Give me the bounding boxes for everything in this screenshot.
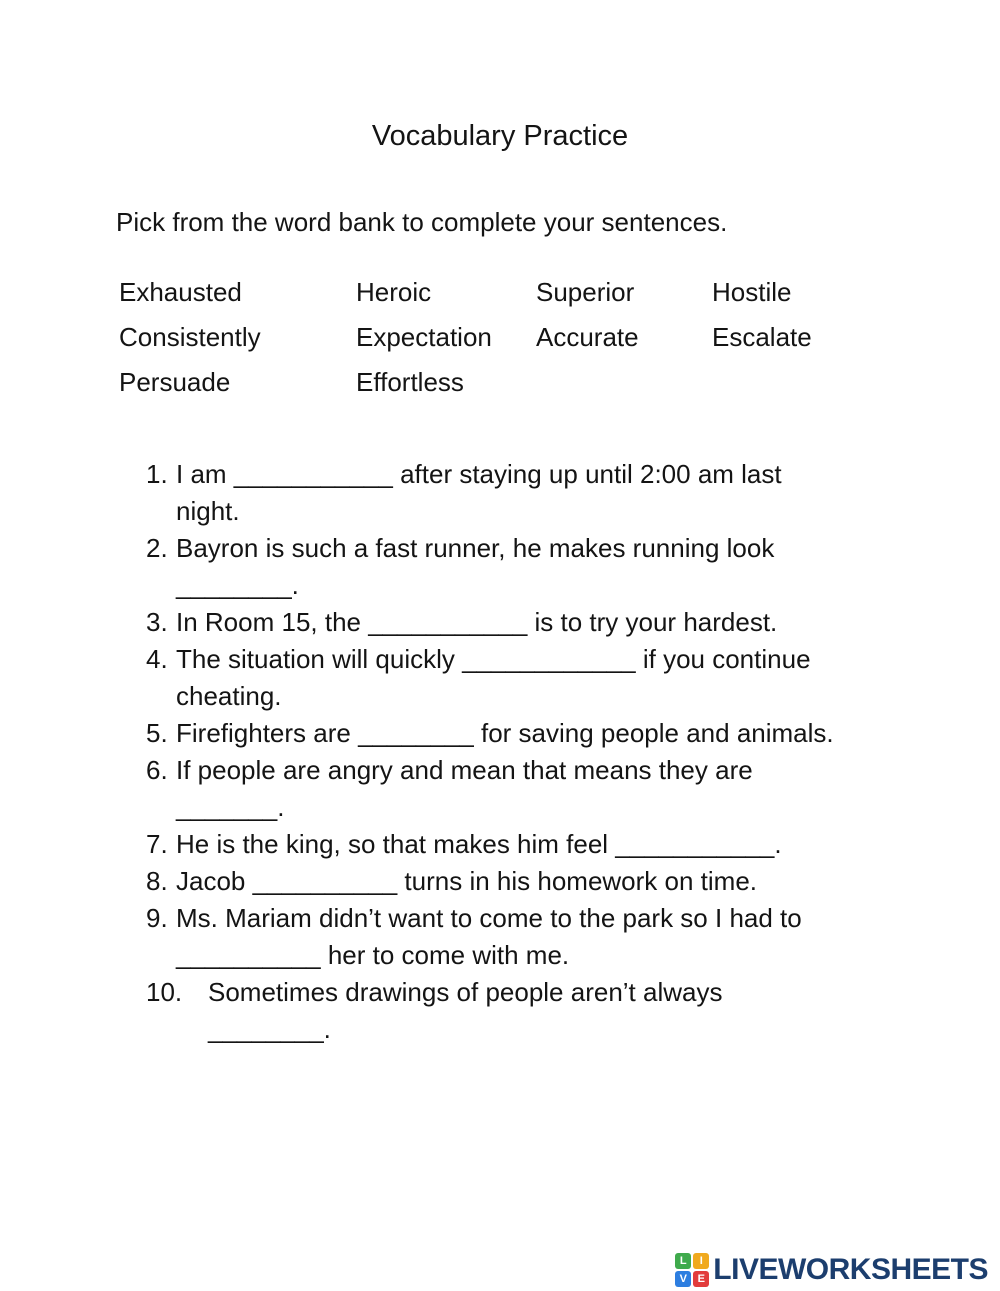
question-line: The situation will quickly ____________ if you continue [176,644,811,674]
liveworksheets-logo[interactable] [675,1252,988,1288]
word-bank-empty-cell [536,360,712,405]
question-row [146,974,834,1048]
question-number: 2. [146,533,168,563]
question-row [146,530,834,604]
question-line: I am ___________ after staying up until 2:00 am last [176,459,782,489]
question-number: 10. [146,977,183,1007]
question-line: Sometimes drawings of people aren’t always [208,977,723,1007]
question-number: 1. [146,459,168,489]
liveworksheets-logo-text: LIVEWORKSHEETS [713,1253,988,1286]
word-bank-item: Exhausted [119,277,242,307]
instructions-text: Pick from the word bank to complete your sentences. [116,207,728,237]
word-bank-item: Superior [536,277,635,307]
question-list [146,456,834,1048]
question-line: If people are angry and mean that means they are [176,755,753,785]
question-number: 6. [146,755,168,785]
question-line: _______. [176,792,285,822]
question-text [176,752,834,826]
question-line: night. [176,496,240,526]
question-text [176,604,834,641]
question-row [146,641,834,715]
question-line: Firefighters are ________ for saving people and animals. [176,718,834,748]
question-row [146,900,834,974]
question-line: Ms. Mariam didn’t want to come to the park so I had to [176,903,802,933]
question-number: 4. [146,644,168,674]
question-text [176,863,834,900]
question-row [146,456,834,530]
question-line: ________. [176,570,299,600]
word-bank [119,270,812,405]
question-line: ________. [208,1014,331,1044]
question-line: Jacob __________ turns in his homework on time. [176,866,758,896]
question-number: 5. [146,718,168,748]
question-line: He is the king, so that makes him feel ___________. [176,829,782,859]
question-text [208,974,834,1048]
question-row [146,715,834,752]
word-bank-item: Effortless [356,367,464,397]
question-text [176,456,834,530]
question-text [176,826,834,863]
question-line: Bayron is such a fast runner, he makes running look [176,533,775,563]
logo-tile-l-icon: L [675,1253,691,1269]
word-bank-item: Hostile [712,277,792,307]
question-row [146,826,834,863]
question-number: 3. [146,607,168,637]
question-row [146,863,834,900]
word-bank-empty-cell [712,360,812,405]
word-bank-item: Escalate [712,322,812,352]
question-text [176,900,834,974]
word-bank-item: Accurate [536,322,639,352]
question-text [176,530,834,604]
question-line: In Room 15, the ___________ is to try your hardest. [176,607,778,637]
word-bank-item: Persuade [119,367,231,397]
logo-tile-v-icon: V [675,1271,691,1287]
word-bank-item: Heroic [356,277,432,307]
question-number: 7. [146,829,168,859]
question-number: 9. [146,903,168,933]
question-line: cheating. [176,681,282,711]
question-line: __________ her to come with me. [176,940,570,970]
question-text [176,641,834,715]
liveworksheets-logo-icon [675,1253,709,1287]
question-text [176,715,834,752]
question-row [146,752,834,826]
page-title: Vocabulary Practice [371,120,629,152]
logo-tile-e-icon: E [693,1271,709,1287]
logo-tile-i-icon: I [693,1253,709,1269]
question-number: 8. [146,866,168,896]
word-bank-item: Consistently [119,322,261,352]
question-row [146,604,834,641]
word-bank-item: Expectation [356,322,492,352]
